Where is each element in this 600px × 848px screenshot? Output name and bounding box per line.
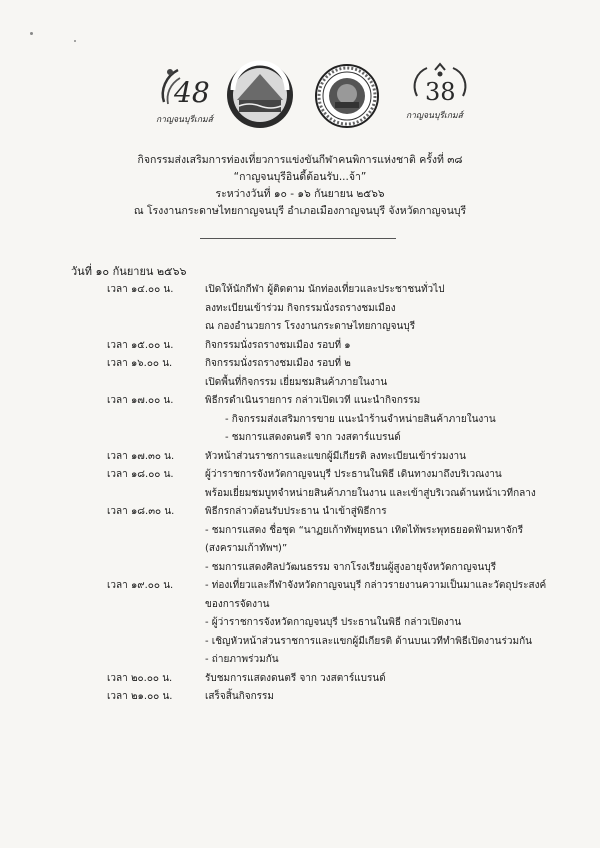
schedule-activity: พร้อมเยี่ยมชมบูทจำหน่ายสินค้าภายในงาน และเข้าสู่บริเวณด้านหน้าเวทีกลาง [205, 487, 536, 499]
schedule-activity: เปิดพื้นที่กิจกรรม เยี่ยมชมสินค้าภายในงาน [205, 376, 388, 388]
schedule-row [0, 689, 600, 708]
schedule-row [0, 597, 600, 616]
svg-text:38: 38 [425, 78, 456, 106]
schedule-row [0, 523, 600, 542]
schedule-activity: กิจกรรมนั่งรถรางชมเมือง รอบที่ ๒ [205, 358, 351, 369]
schedule-activity: เสร็จสิ้นกิจกรรม [205, 691, 274, 702]
schedule-row [0, 393, 600, 412]
schedule-activity: พิธีกรกล่าวต้อนรับประธาน นำเข้าสู่พิธีการ [205, 506, 387, 517]
scan-speck [74, 40, 76, 42]
schedule-row [0, 541, 600, 560]
schedule-row [0, 338, 600, 357]
schedule-row [0, 560, 600, 579]
schedule-activity: - ถ่ายภาพร่วมกัน [205, 654, 279, 665]
schedule-time: เวลา ๒๐.๐๐ น. [107, 672, 173, 684]
schedule-activity: ผู้ว่าราชการจังหวัดกาญจนบุรี ประธานในพิธี เดินทางมาถึงบริเวณงาน [205, 469, 502, 480]
kanchanaburi-province-seal [225, 60, 295, 130]
schedule-activity: เปิดให้นักกีฬา ผู้ติดตาม นักท่องเที่ยวและประชาชนทั่วไป [205, 284, 445, 295]
left-logo-caption: กาญจนบุรีเกมส์ [156, 115, 213, 125]
schedule-row [0, 578, 600, 597]
schedule-activity: พิธีกรดำเนินรายการ กล่าวเปิดเวที แนะนำกิจกรรม [205, 395, 421, 406]
schedule-row [0, 449, 600, 468]
schedule-time: เวลา ๑๖.๐๐ น. [107, 358, 173, 369]
schedule-time: เวลา ๑๗.๓๐ น. [107, 450, 175, 462]
schedule-activity: - กิจกรรมส่งเสริมการขาย แนะนำร้านจำหน่ายสินค้าภายในงาน [225, 413, 496, 425]
schedule-activity: (สงครามเก้าทัพฯ)” [205, 543, 288, 554]
document-heading [120, 152, 480, 220]
schedule-activity: - ผู้ว่าราชการจังหวัดกาญจนบุรี ประธานในพิธี กล่าวเปิดงาน [205, 617, 462, 628]
schedule-row [0, 319, 600, 338]
schedule-activity: ณ กองอำนวยการ โรงงานกระดาษไทยกาญจนบุรี [205, 321, 416, 332]
schedule-row [0, 412, 600, 431]
schedule-time: เวลา ๑๕.๐๐ น. [107, 339, 174, 351]
schedule-row [0, 375, 600, 394]
schedule-row [0, 430, 600, 449]
schedule-row [0, 486, 600, 505]
schedule-row [0, 301, 600, 320]
schedule-list [0, 282, 600, 708]
schedule-activity: รับชมการแสดงดนตรี จาก วงสตาร์แบรนด์ [205, 672, 386, 684]
schedule-time: เวลา ๑๔.๐๐ น. [107, 284, 174, 295]
schedule-time: เวลา ๑๘.๓๐ น. [107, 506, 175, 517]
schedule-activity: ลงทะเบียนเข้าร่วม กิจกรรมนั่งรถรางชมเมือง [205, 302, 396, 314]
schedule-row [0, 356, 600, 375]
schedule-activity: - เชิญหัวหน้าส่วนราชการและแขกผู้มีเกียรติ ด้านบนเวทีทำพิธีเปิดงานร่วมกัน [205, 635, 532, 647]
right-logo-caption: กาญจนบุรีเกมส์ [406, 111, 463, 121]
schedule-activity: - ชมการแสดง ชื่อชุด “นาฏยเก้าทัพยุทธนา เทิดไท้พระพุทธยอดฟ้ามหาจักรี [205, 524, 524, 536]
schedule-date: วันที่ ๑๐ กันยายน ๒๕๖๖ [71, 265, 187, 278]
schedule-row [0, 615, 600, 634]
schedule-row [0, 282, 600, 301]
heading-date-range: ระหว่างวันที่ ๑๐ - ๑๖ กันยายน ๒๕๖๖ [215, 188, 385, 200]
schedule-activity: - ท่องเที่ยวและกีฬาจังหวัดกาญจนบุรี กล่าวรายงานความเป็นมาและวัตถุประสงค์ [205, 580, 547, 591]
schedule-row [0, 504, 600, 523]
schedule-row [0, 634, 600, 653]
schedule-row [0, 652, 600, 671]
schedule-activity: - ชมการแสดงศิลปวัฒนธรรม จากโรงเรียนผู้สูงอายุจังหวัดกาญจนบุรี [205, 561, 497, 573]
schedule-activity: ของการจัดงาน [205, 598, 270, 610]
schedule-row [0, 671, 600, 690]
schedule-time: เวลา ๒๑.๐๐ น. [107, 691, 173, 702]
schedule-time: เวลา ๑๘.๐๐ น. [107, 469, 174, 480]
heading-divider [200, 238, 396, 239]
heading-slogan: “กาญจนบุรีอินดี้ต้อนรับ...จ้า” [233, 171, 367, 183]
sports-authority-seal [315, 64, 379, 128]
heading-title: กิจกรรมส่งเสริมการท่องเที่ยวการแข่งขันกีฬาคนพิการแห่งชาติ ครั้งที่ ๓๘ [137, 154, 463, 166]
schedule-activity: หัวหน้าส่วนราชการและแขกผู้มีเกียรติ ลงทะเบียนเข้าร่วมงาน [205, 450, 466, 462]
schedule-activity: กิจกรรมนั่งรถรางชมเมือง รอบที่ ๑ [205, 339, 351, 351]
svg-text:48: 48 [174, 76, 210, 109]
scan-speck [30, 32, 33, 35]
schedule-row [0, 467, 600, 486]
heading-venue: ณ โรงงานกระดาษไทยกาญจนบุรี อำเภอเมืองกาญจนบุรี จังหวัดกาญจนบุรี [133, 205, 467, 217]
schedule-activity: - ชมการแสดงดนตรี จาก วงสตาร์แบรนด์ [225, 432, 401, 443]
schedule-time: เวลา ๑๗.๐๐ น. [107, 395, 174, 406]
schedule-time: เวลา ๑๙.๐๐ น. [107, 580, 174, 591]
